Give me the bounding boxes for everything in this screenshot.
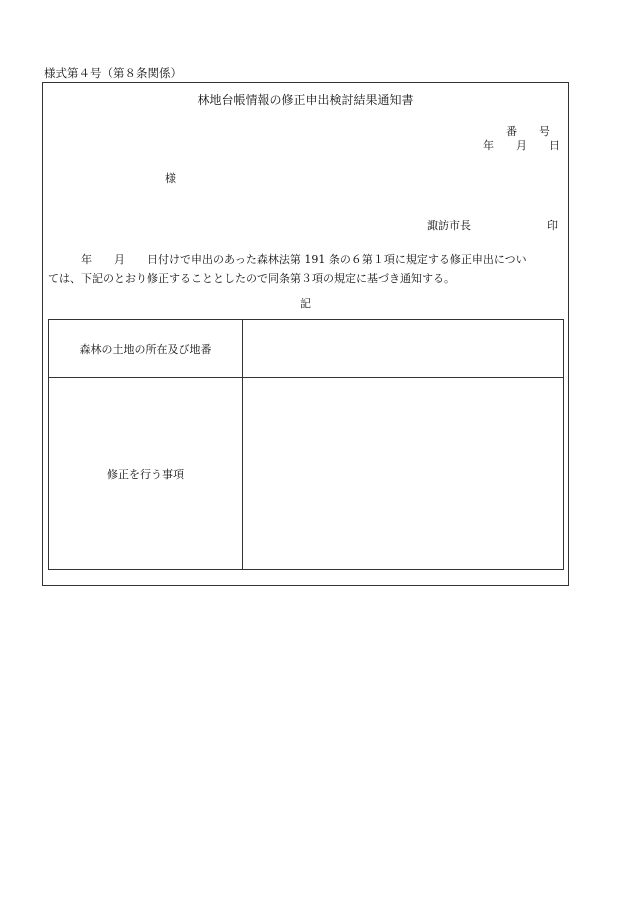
issuer-name: 諏訪市長	[427, 219, 471, 232]
seal-mark: 印	[547, 219, 558, 232]
correction-items-label: 修正を行う事項	[107, 467, 184, 481]
correction-items-value-cell	[243, 378, 563, 569]
addressee-suffix: 様	[165, 172, 176, 185]
notice-body-line-2: ては、下記のとおり修正することとしたので同条第３項の規定に基づき通知する。	[48, 272, 455, 285]
document-title: 林地台帳情報の修正申出検討結果通知書	[197, 93, 414, 107]
correction-items-label-cell	[49, 378, 242, 569]
record-table	[48, 319, 564, 570]
notice-body-line-1: 年 月 日付けで申出のあった森林法第 191 条の６第１項に規定する修正申出につい	[48, 253, 527, 266]
form-number-label: 様式第４号（第８条関係）	[44, 66, 182, 80]
document-date-label: 年 月 日	[483, 139, 560, 152]
notice-body	[48, 250, 563, 288]
location-label: 森林の土地の所在及び地番	[79, 342, 212, 356]
document-number-label: 番 号	[506, 125, 550, 138]
location-value-cell	[243, 320, 563, 377]
record-heading: 記	[300, 297, 311, 310]
notice-frame	[42, 82, 569, 586]
location-label-cell	[49, 320, 242, 377]
